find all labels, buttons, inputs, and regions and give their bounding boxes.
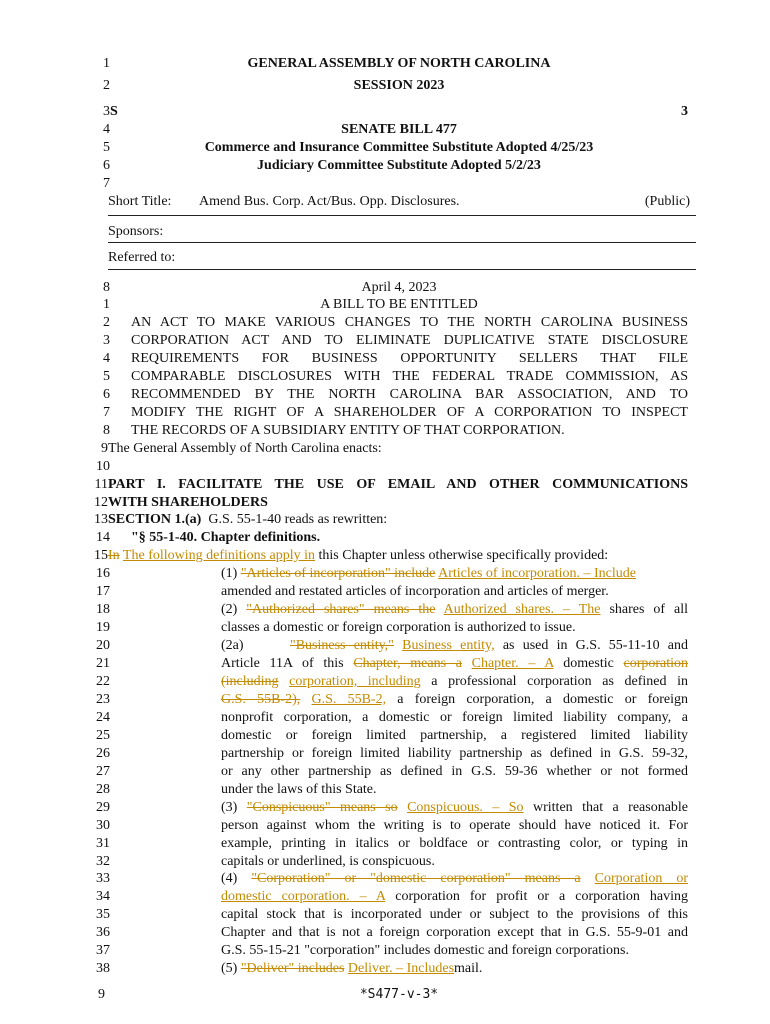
deleted-text: "Deliver" includes: [240, 961, 345, 976]
line-number: 15: [94, 548, 108, 563]
line-number: 30: [96, 818, 110, 833]
divider: [108, 215, 696, 216]
inserted-text: Chapter. – A: [471, 656, 554, 671]
line-number: 34: [96, 889, 110, 904]
act-title-line: RECOMMENDED BY THE NORTH CAROLINA BAR ASSOCIATION, AND TO: [131, 387, 688, 402]
bill-heading: A BILL TO BE ENTITLED: [320, 297, 478, 312]
deleted-text: "Articles of incorporation" include: [240, 566, 436, 581]
referred-label: Referred to:: [108, 250, 176, 265]
act-title-line: THE RECORDS OF A SUBSIDIARY ENTITY OF THAT CORPORATION.: [131, 423, 565, 438]
line-number: 11: [94, 477, 108, 492]
line-number: 33: [96, 871, 110, 886]
line-number: 21: [96, 656, 110, 671]
line-number: 7: [103, 176, 110, 191]
line-number: 6: [103, 158, 110, 173]
definition-text: person against whom the writing is to operate should have noticed it. For: [221, 818, 688, 833]
act-title-line: COMPARABLE DISCLOSURES WITH THE FEDERAL TRADE COMMISSION, AS: [131, 369, 688, 384]
line-number: 23: [96, 692, 110, 707]
page-number: 9: [98, 987, 105, 1002]
line-number: 14: [96, 530, 110, 545]
definition-text: under the laws of this State.: [221, 782, 377, 797]
deleted-text: corporation: [623, 656, 689, 671]
line-number: 27: [96, 764, 110, 779]
section-text: G.S. 55-1-40 reads as rewritten:: [208, 512, 388, 527]
line-number: 18: [96, 602, 110, 617]
definition-number: (1): [221, 566, 238, 581]
line-number: 36: [96, 925, 110, 940]
line-number: 2: [103, 78, 110, 93]
definition-text: shares of all: [609, 602, 689, 617]
line-number: 32: [96, 854, 110, 869]
definition-text: as used in G.S. 55-11-10 and: [502, 638, 689, 653]
session-heading: SESSION 2023: [353, 78, 445, 93]
line-number: 35: [96, 907, 110, 922]
divider: [108, 269, 696, 270]
deleted-text: In: [108, 548, 120, 563]
inserted-text: G.S. 55B-2,: [311, 692, 387, 707]
line-number: 37: [96, 943, 110, 958]
definition-text: Chapter and that is not a foreign corporation except that in G.S. 55-9-01 and: [221, 925, 688, 940]
line-number: 26: [96, 746, 110, 761]
definition-text: capitals or underlined, is conspicuous.: [221, 854, 435, 869]
definition-text: classes a domestic or foreign corporation is authorized to issue.: [221, 620, 576, 635]
deleted-text: "Corporation" or "domestic corporation" means a: [251, 871, 581, 886]
line-number: 9: [101, 441, 108, 456]
line-number: 10: [96, 459, 110, 474]
line-number: 28: [96, 782, 110, 797]
document-id: *S477-v-3*: [359, 987, 439, 1002]
intro-line: [108, 547, 608, 565]
line-number: 4: [103, 122, 110, 137]
definition-text: Article 11A of this: [221, 656, 344, 671]
inserted-text: Deliver. – Includes: [347, 961, 455, 976]
definition-number: (5): [221, 961, 238, 976]
short-title: Amend Bus. Corp. Act/Bus. Opp. Disclosures.: [199, 194, 460, 209]
line-number: 38: [96, 961, 110, 976]
line-number: 3: [103, 333, 110, 348]
definition-number: (2): [221, 602, 238, 617]
public-label: (Public): [644, 194, 690, 209]
definition-text: G.S. 55-15-21 "corporation" includes domestic and foreign corporations.: [221, 943, 630, 958]
divider: [108, 242, 696, 243]
inserted-text: The following definitions apply in: [122, 548, 316, 563]
bill-number: SENATE BILL 477: [341, 122, 457, 137]
definition-text: or any other partnership as defined in G.S. 59-36 whether or not formed: [221, 764, 688, 779]
deleted-text: "Authorized shares" means the: [246, 602, 436, 617]
line-number: 7: [103, 405, 110, 420]
line-number: 5: [103, 369, 110, 384]
definition-2: [221, 601, 688, 619]
definition-text: nonprofit corporation, a domestic or foreign limited liability company, a: [221, 710, 688, 725]
committee-substitute-2: Judiciary Committee Substitute Adopted 5/2/23: [257, 158, 541, 173]
line-number: 17: [96, 584, 110, 599]
definition-number: (2a): [221, 638, 244, 653]
line-number: 29: [96, 800, 110, 815]
line-number: 22: [96, 674, 110, 689]
line-number: 31: [96, 836, 110, 851]
definition-line: [221, 673, 688, 691]
chamber-right: 3: [681, 104, 688, 119]
section-line: [108, 511, 387, 529]
definition-number: (3): [221, 800, 238, 815]
definition-text: a professional corporation as defined in: [431, 674, 688, 689]
act-title-line: AN ACT TO MAKE VARIOUS CHANGES TO THE NORTH CAROLINA BUSINESS: [131, 315, 688, 330]
intro-rest: this Chapter unless otherwise specifically provided:: [318, 548, 609, 563]
line-number: 6: [103, 387, 110, 402]
line-number: 4: [103, 351, 110, 366]
line-number: 25: [96, 728, 110, 743]
line-number: 1: [103, 297, 110, 312]
definition-2a: [290, 637, 688, 655]
line-number: 3: [103, 104, 110, 119]
line-number: 5: [103, 140, 110, 155]
definition-text: example, printing in italics or boldface or contrasting color, or typing in: [221, 836, 688, 851]
deleted-text: "Business entity,": [290, 638, 394, 653]
committee-substitute-1: Commerce and Insurance Committee Substitute Adopted 4/25/23: [204, 140, 594, 155]
deleted-text: (including: [221, 674, 279, 689]
bill-date: April 4, 2023: [361, 280, 437, 295]
short-title-label: Short Title:: [108, 194, 172, 209]
definition-3: [221, 799, 688, 817]
section-label: SECTION 1.(a): [108, 512, 202, 527]
inserted-text: Articles of incorporation. – Include: [438, 566, 636, 581]
definition-4: [221, 870, 688, 888]
chamber-left: S: [110, 104, 118, 119]
definition-text: capital stock that is incorporated under or subject to the provisions of this: [221, 907, 688, 922]
deleted-text: Chapter, means a: [353, 656, 462, 671]
line-number: 1: [103, 56, 110, 71]
inserted-text: corporation, including: [289, 674, 421, 689]
line-number: 2: [103, 315, 110, 330]
definition-line: [221, 888, 688, 906]
line-number: 16: [96, 566, 110, 581]
deleted-text: "Conspicuous" means so: [246, 800, 398, 815]
definition-text: mail.: [454, 961, 483, 976]
definition-5: [221, 960, 482, 978]
assembly-heading: GENERAL ASSEMBLY OF NORTH CAROLINA: [247, 56, 551, 71]
definition-text: domestic: [563, 656, 614, 671]
line-number: 20: [96, 638, 110, 653]
definition-1: [221, 565, 636, 583]
line-number: 12: [94, 495, 108, 510]
definition-text: domestic or foreign limited partnership, a registered limited liability: [221, 728, 688, 743]
definition-text: a foreign corporation, a domestic or foreign: [397, 692, 689, 707]
line-number: 13: [94, 512, 108, 527]
definition-line: [221, 655, 688, 673]
line-number: 24: [96, 710, 110, 725]
definition-text: amended and restated articles of incorporation and articles of merger.: [221, 584, 609, 599]
act-title-line: CORPORATION ACT AND TO ELIMINATE DUPLICATIVE STATE DISCLOSURE: [131, 333, 688, 348]
inserted-text: Business entity,: [402, 638, 495, 653]
inserted-text: Authorized shares. – The: [443, 602, 601, 617]
inserted-text: Conspicuous. – So: [407, 800, 524, 815]
definition-text: written that a reasonable: [533, 800, 689, 815]
definition-text: corporation for profit or a corporation having: [395, 889, 688, 904]
act-title-line: MODIFY THE RIGHT OF A SHAREHOLDER OF A CORPORATION TO INSPECT: [131, 405, 688, 420]
line-number: 8: [103, 280, 110, 295]
line-number: 19: [96, 620, 110, 635]
inserted-text: Corporation or: [594, 871, 689, 886]
sponsors-label: Sponsors:: [108, 224, 164, 239]
definition-number: (4): [221, 871, 238, 886]
inserted-text: domestic corporation. – A: [221, 889, 386, 904]
definition-line: [221, 691, 688, 709]
definition-text: partnership or foreign limited liability partnership as defined in G.S. 59-32,: [221, 746, 688, 761]
statute-title: "§ 55-1-40. Chapter definitions.: [131, 530, 321, 545]
enacting-clause: The General Assembly of North Carolina enacts:: [108, 441, 382, 456]
line-number: 8: [103, 423, 110, 438]
part-heading-cont: WITH SHAREHOLDERS: [108, 495, 268, 510]
deleted-text: G.S. 55B-2),: [221, 692, 301, 707]
act-title-line: REQUIREMENTS FOR BUSINESS OPPORTUNITY SELLERS THAT FILE: [131, 351, 688, 366]
part-heading: PART I. FACILITATE THE USE OF EMAIL AND OTHER COMMUNICATIONS: [108, 477, 688, 492]
